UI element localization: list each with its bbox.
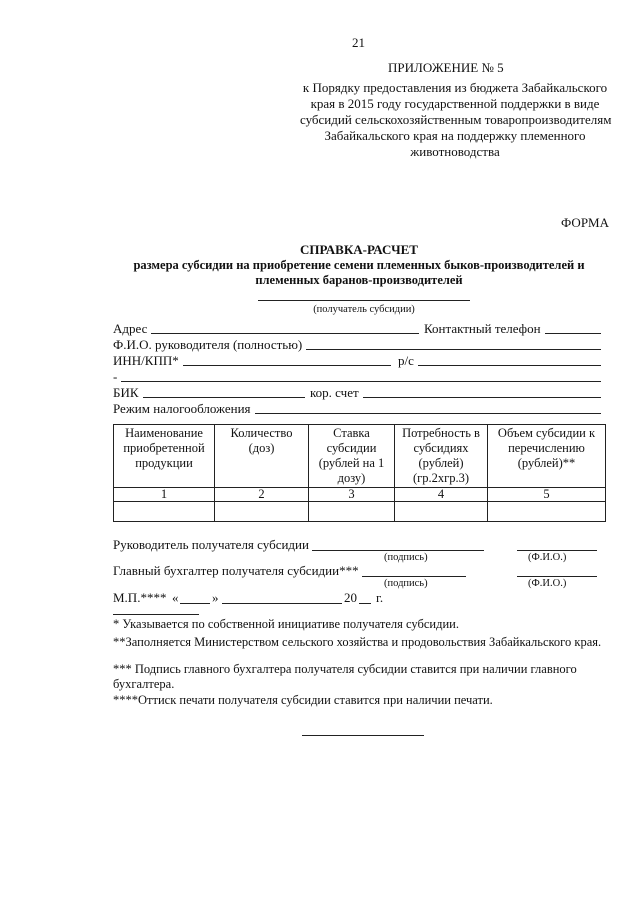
director-signature-line[interactable] [312,550,484,551]
bik-field[interactable] [113,385,309,401]
table-header-cell: Ставка субсидии (рублей на 1 дозу) [309,425,395,488]
column-number: 5 [488,488,606,502]
table-cell[interactable] [114,502,215,522]
column-number: 4 [395,488,488,502]
table-number-row [114,488,606,502]
footnote-4: ****Оттиск печати получателя субсидии ставится при наличии печати. [113,693,493,707]
footnote-3: *** Подпись главного бухгалтера получателя субсидии ставится при наличии главного бухгалтера. [113,662,577,691]
director-sign-caption: (подпись) [384,552,428,563]
date-year-line[interactable] [359,603,371,604]
accountant-fio-caption: (Ф.И.О.) [528,578,567,589]
account-label: р/с [398,353,414,368]
form-label: ФОРМА [561,215,609,230]
column-number: 3 [309,488,395,502]
accountant-sign-caption: (подпись) [384,578,428,589]
footnote-1: * Указывается по собственной инициативе получателя субсидии. [113,617,459,631]
director-name-label: Ф.И.О. руководителя (полностью) [113,337,303,352]
document-subtitle-2: племенных баранов-производителей [255,273,463,287]
inn-field[interactable] [113,353,395,369]
date-year-suffix: г. [376,590,384,605]
account-field[interactable] [398,353,605,369]
date-year-prefix: 20 [344,590,357,605]
accountant-signature-label: Главный бухгалтер получателя субсидии*** [113,563,359,578]
table-header-cell: Количество (доз) [215,425,309,488]
stamp-label: М.П.**** [113,590,167,605]
appendix-line-3: субсидий сельскохозяйственным товаропроизводителям [300,112,612,127]
accountant-signature-line[interactable] [362,576,466,577]
table-header-cell: Наименование приобретенной продукции [114,425,215,488]
page-number: 21 [352,35,365,50]
tax-regime-label: Режим налогообложения [113,401,251,416]
table-header-cell: Потребность в субсидиях (рублей) (гр.2хгр.3) [395,425,488,488]
phone-field[interactable] [424,321,605,337]
inn-label: ИНН/КПП* [113,353,179,368]
corr-account-label: кор. счет [310,385,359,400]
address-label: Адрес [113,321,148,336]
tax-regime-field[interactable] [113,401,605,417]
appendix-line-1: к Порядку предоставления из бюджета Забайкальского [302,80,608,95]
continuation-field[interactable] [113,369,605,385]
date-quote-open: « [172,590,179,605]
table-cell[interactable] [395,502,488,522]
footnote-separator [113,614,199,615]
table-cell[interactable] [309,502,395,522]
corr-account-field[interactable] [310,385,605,401]
address-field[interactable] [113,321,423,337]
appendix-line-5: животноводства [410,144,500,159]
table-cell[interactable] [215,502,309,522]
continuation-dash: - [113,369,118,384]
document-title: СПРАВКА-РАСЧЕТ [300,242,418,257]
footnote-2: **Заполняется Министерством сельского хозяйства и продовольствия Забайкальского края. [113,635,602,649]
appendix-title: ПРИЛОЖЕНИЕ № 5 [388,60,504,75]
table-row [114,502,606,522]
bik-label: БИК [113,385,139,400]
column-number: 2 [215,488,309,502]
director-name-line[interactable] [517,550,597,551]
document-subtitle-1: размера субсидии на приобретение семени племенных быков-производителей и [133,258,585,272]
column-number: 1 [114,488,215,502]
recipient-caption: (получатель субсидии) [313,304,415,315]
recipient-line[interactable] [258,300,470,301]
table-cell[interactable] [488,502,606,522]
director-name-field[interactable] [113,337,605,353]
table-header-row [114,425,606,488]
appendix-line-2: края в 2015 году государственной поддержки в виде [310,96,600,111]
director-fio-caption: (Ф.И.О.) [528,552,567,563]
end-rule [302,735,424,736]
date-month-line[interactable] [222,603,342,604]
table-header-cell: Объем субсидии к перечислению (рублей)** [488,425,606,488]
appendix-line-4: Забайкальского края на поддержку племенного [324,128,586,143]
subsidy-table [113,424,606,522]
date-quote-close: » [212,590,219,605]
accountant-name-line[interactable] [517,576,597,577]
director-signature-label: Руководитель получателя субсидии [113,537,309,552]
date-day-line[interactable] [180,603,210,604]
phone-label: Контактный телефон [424,321,541,336]
